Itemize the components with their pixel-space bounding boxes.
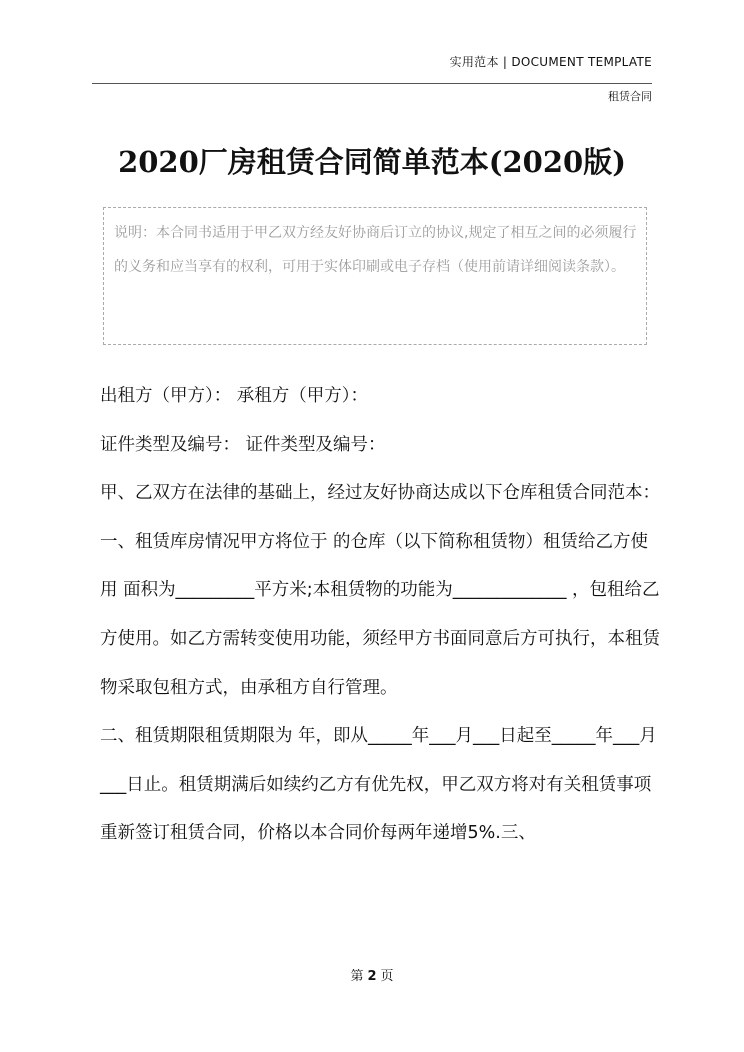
page-number-suffix: 页: [380, 969, 394, 984]
usage-note-text: 说明：本合同书适用于甲乙双方经友好协商后订立的协议,规定了相互之间的必须履行的义务和应当享有的权利，可用于实体印刷或电子存档（使用前请详细阅读条款）。: [114, 225, 637, 275]
paragraph-preamble: 甲、乙双方在法律的基础上，经过友好协商达成以下仓库租赁合同范本：: [100, 483, 660, 504]
page-number: [0, 965, 744, 984]
header-document-label: 实用范本 | DOCUMENT TEMPLATE: [449, 55, 652, 69]
page-number-prefix: 第: [350, 969, 364, 984]
header-divider: [92, 83, 652, 84]
paragraph-parties: 出租方（甲方）： 承租方（甲方）：: [100, 386, 369, 406]
paragraph-id-type: 证件类型及编号： 证件类型及编号：: [100, 434, 386, 455]
paragraph-section-1: 一、租赁库房情况甲方将位于 的仓库（以下简称租赁物）租赁给乙方使用 面积为_________平方米;本租赁物的功能为_____________ ，包租给乙方使用。如乙方需转变使用功能，须经甲方书面同意后方可执行，本租赁物采取包租方式，由承租方自行管理。: [100, 531, 660, 698]
contract-body: [100, 372, 660, 858]
page-number-value: 2: [367, 969, 377, 984]
document-title: 2020厂房租赁合同简单范本(2020版): [118, 145, 626, 179]
header-category-label: 租赁合同: [608, 90, 652, 103]
usage-note-box: [103, 207, 647, 345]
paragraph-section-2: 二、租赁期限租赁期限为 年，即从_____年___月___日起至_____年___月___日止。租赁期满后如续约乙方有优先权，甲乙双方将对有关租赁事项重新签订租赁合同，价格以本合同价每两年递增5%.三、: [100, 726, 657, 844]
